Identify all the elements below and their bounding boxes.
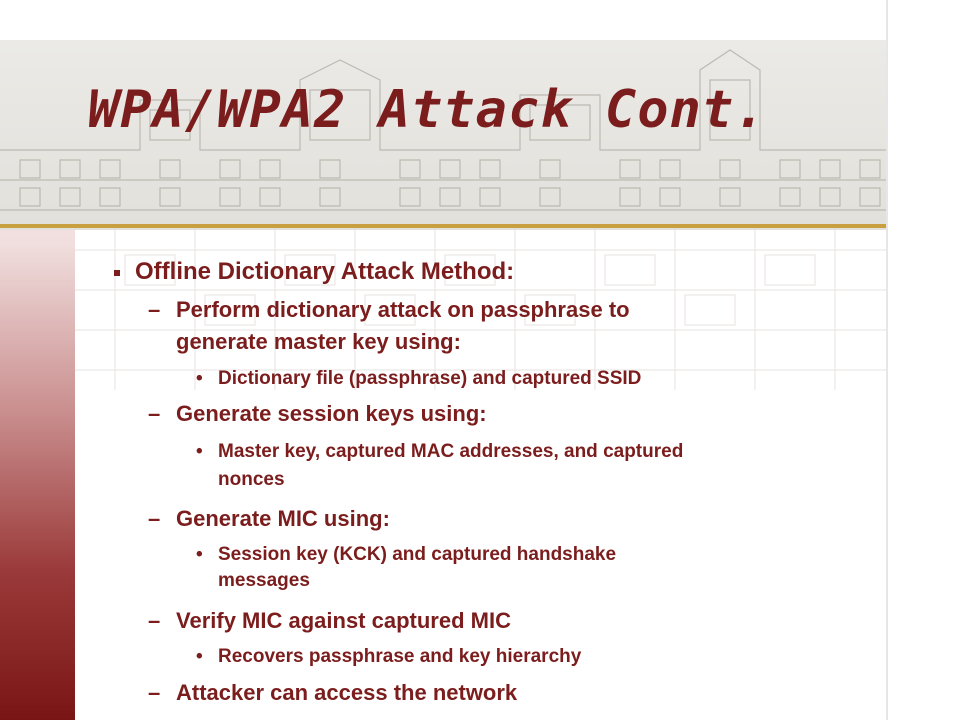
dot-marker: • [196, 441, 203, 462]
slide-title: WPA/WPA2 Attack Cont. [88, 80, 767, 140]
sub-item-line: Recovers passphrase and key hierarchy [218, 646, 582, 667]
dash-marker: – [148, 297, 161, 322]
sub-item-line: Master key, captured MAC addresses, and captured [218, 441, 684, 462]
sub-item-line: Session key (KCK) and captured handshake [218, 544, 617, 565]
sub-item-line: Dictionary file (passphrase) and captured SSID [218, 368, 642, 389]
dash-marker: – [148, 506, 161, 531]
square-bullet-icon [114, 270, 120, 276]
dash-marker: – [148, 680, 161, 705]
list-item-line: Generate session keys using: [176, 401, 487, 426]
dot-marker: • [196, 544, 203, 565]
list-item-line: generate master key using: [176, 329, 461, 354]
list-item-line: Generate MIC using: [176, 506, 390, 531]
dot-marker: • [196, 368, 203, 389]
dot-marker: • [196, 646, 203, 667]
dash-marker: – [148, 401, 161, 426]
dash-marker: – [148, 608, 161, 633]
list-item-line: Perform dictionary attack on passphrase to [176, 297, 630, 322]
sub-item-line: messages [218, 570, 310, 591]
list-item-line: Attacker can access the network [176, 680, 518, 705]
list-item-line: Verify MIC against captured MIC [176, 608, 511, 633]
sub-item-line: nonces [218, 469, 285, 490]
bullet-heading: Offline Dictionary Attack Method: [135, 258, 515, 285]
